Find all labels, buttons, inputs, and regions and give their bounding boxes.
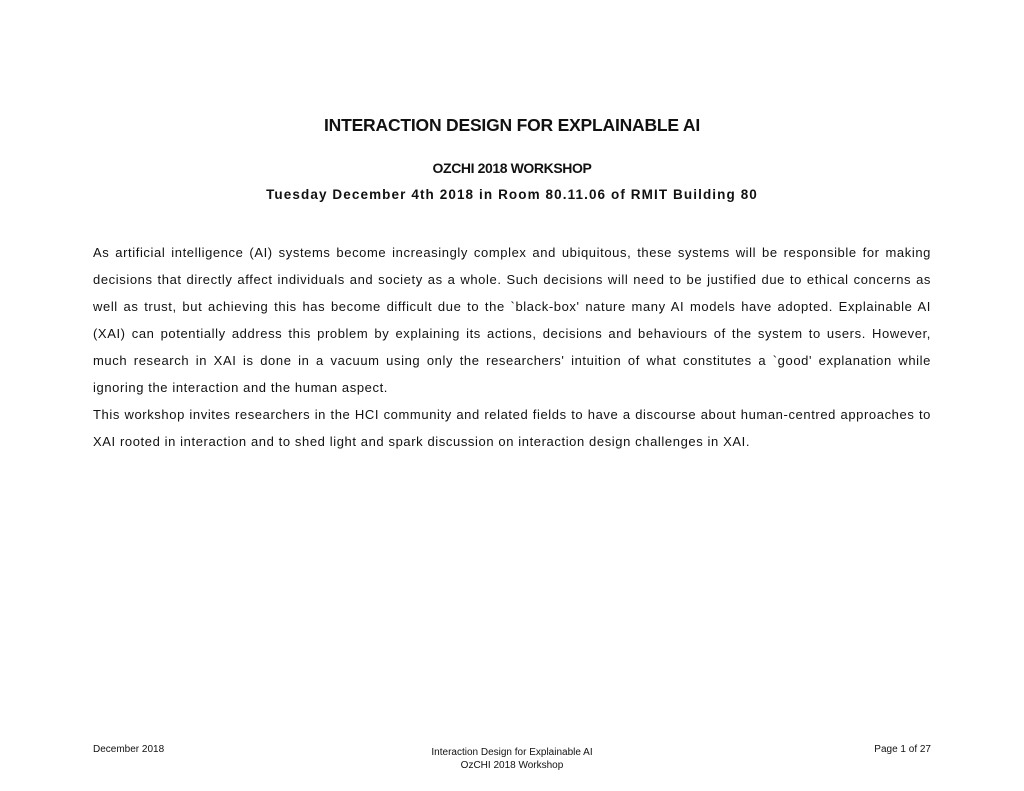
abstract-body <box>93 239 931 455</box>
abstract-paragraph-2: This workshop invites researchers in the HCI community and related fields to have a discourse about human-centred approaches to XAI rooted in interaction and to shed light and spark discussion on interaction design challenges in XAI. <box>93 407 931 449</box>
footer-subtitle: OzCHI 2018 Workshop <box>460 760 564 771</box>
footer-title: Interaction Design for Explainable AI <box>431 747 593 758</box>
event-dateline: Tuesday December 4th 2018 in Room 80.11.06 of RMIT Building 80 <box>266 187 758 202</box>
abstract-paragraph-1: As artificial intelligence (AI) systems become increasingly complex and ubiquitous, these systems will be responsible for making decisions that directly affect individuals and society as a whole. Such decisions will need to be justified due to ethical concerns as well as trust, but achieving this has become difficult due to the `black-box' nature many AI models have adopted. Explainable AI (XAI) can potentially address this problem by explaining its actions, decisions and behaviours of the system to users. However, much research in XAI is done in a vacuum using only the researchers' intuition of what constitutes a `good' explanation while ignoring the interaction and the human aspect. <box>93 245 931 395</box>
page-number: Page 1 of 27 <box>874 744 931 755</box>
document-subtitle: OZCHI 2018 WORKSHOP <box>432 160 592 176</box>
footer-center <box>0 746 1024 772</box>
footer-date: December 2018 <box>93 744 165 755</box>
document-title: INTERACTION DESIGN FOR EXPLAINABLE AI <box>324 115 700 135</box>
